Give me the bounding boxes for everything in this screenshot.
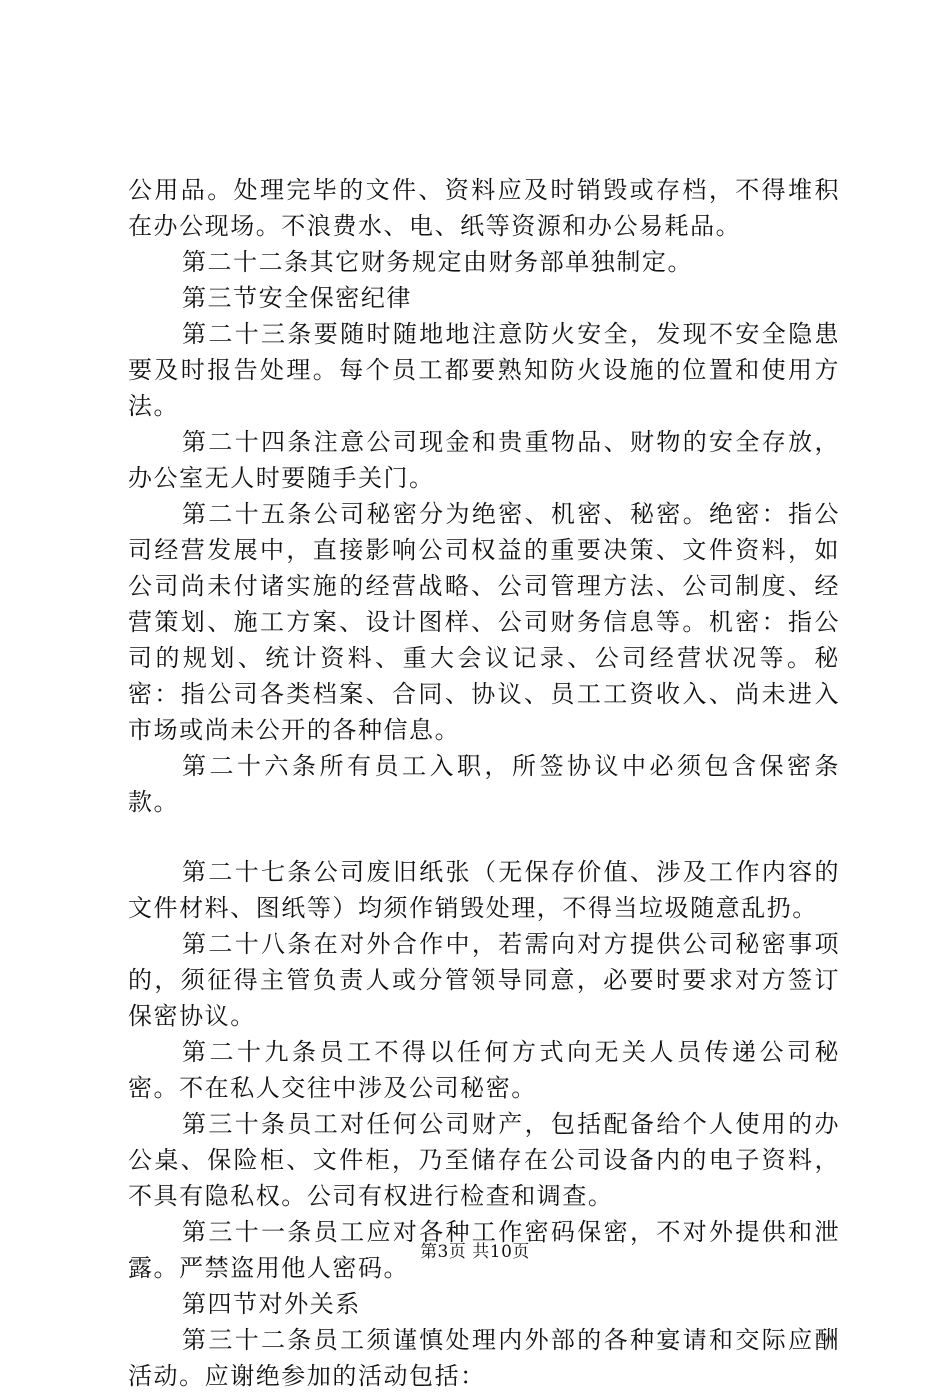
- page-number-footer: 第3页 共10页: [420, 1242, 530, 1262]
- paragraph-continuation: 公用品。处理完毕的文件、资料应及时销毁或存档，不得堆积在办公现场。不浪费水、电、纸等资源和办公易耗品。: [128, 176, 840, 240]
- paragraph-article-32: 第三十二条员工须谨慎处理内外部的各种宴请和交际应酬活动。应谢绝参加的活动包括：: [128, 1326, 840, 1390]
- paragraph-article-26: 第二十六条所有员工入职，所签协议中必须包含保密条款。: [128, 752, 840, 816]
- paragraph-article-24: 第二十四条注意公司现金和贵重物品、财物的安全存放，办公室无人时要随手关门。: [128, 428, 840, 492]
- document-body: [128, 172, 840, 1394]
- paragraph-article-30: 第三十条员工对任何公司财产，包括配备给个人使用的办公桌、保险柜、文件柜，乃至储存在公司设备内的电子资料，不具有隐私权。公司有权进行检查和调查。: [128, 1110, 840, 1210]
- paragraph-article-31: 第三十一条员工应对各种工作密码保密，不对外提供和泄露。严禁盗用他人密码。: [128, 1218, 840, 1282]
- section-heading-3: 第三节安全保密纪律: [182, 284, 412, 312]
- paragraph-article-23: 第二十三条要随时随地地注意防火安全，发现不安全隐患要及时报告处理。每个员工都要熟知防火设施的位置和使用方法。: [128, 320, 840, 420]
- paragraph-article-27: 第二十七条公司废旧纸张（无保存价值、涉及工作内容的文件材料、图纸等）均须作销毁处理，不得当垃圾随意乱扔。: [128, 858, 840, 922]
- paragraph-article-22: 第二十二条其它财务规定由财务部单独制定。: [182, 248, 693, 276]
- paragraph-article-25: 第二十五条公司秘密分为绝密、机密、秘密。绝密：指公司经营发展中，直接影响公司权益的重要决策、文件资料，如公司尚未付诸实施的经营战略、公司管理方法、公司制度、经营策划、施工方案、设计图样、公司财务信息等。机密：指公司的规划、统计资料、重大会议记录、公司经营状况等。秘密：指公司各类档案、合同、协议、员工工资收入、尚未进入市场或尚未公开的各种信息。: [128, 500, 840, 744]
- paragraph-article-28: 第二十八条在对外合作中，若需向对方提供公司秘密事项的，须征得主管负责人或分管领导同意，必要时要求对方签订保密协议。: [128, 930, 840, 1030]
- section-heading-4: 第四节对外关系: [182, 1290, 361, 1318]
- paragraph-article-29: 第二十九条员工不得以任何方式向无关人员传递公司秘密。不在私人交往中涉及公司秘密。: [128, 1038, 840, 1102]
